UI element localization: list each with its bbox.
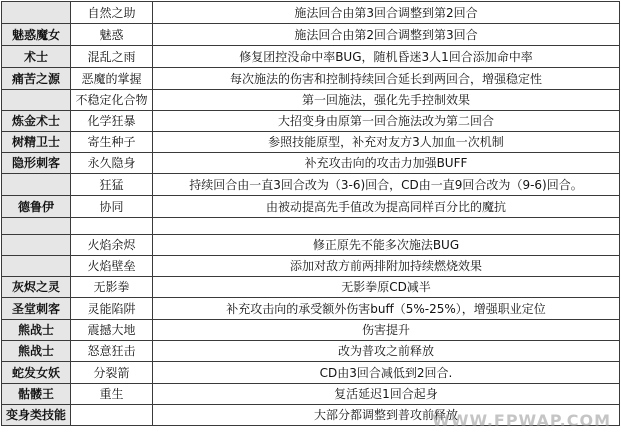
- change-description-cell: 补充攻击向的承受额外伤害buff（5%-25%），增强职业定位: [153, 298, 620, 320]
- change-description-cell: 修复团控没命中率BUG，随机昏迷3人1回合添加命中率: [153, 46, 620, 68]
- change-description-cell: 参照技能原型，补充对友方3人加血一次机制: [153, 132, 620, 153]
- table-row: [2, 196, 620, 218]
- table-row: [2, 132, 620, 153]
- skill-name-cell: 灵能陷阱: [71, 298, 153, 320]
- change-description-cell: 由被动提高先手值改为提高同样百分比的魔抗: [153, 196, 620, 218]
- patch-notes-table: [1, 1, 620, 426]
- change-description-cell: 施法回合由第2回合调整到第3回合: [153, 24, 620, 46]
- table-row: [2, 90, 620, 111]
- hero-name-cell: 变身类技能: [2, 405, 71, 426]
- hero-name-cell: 熊战士: [2, 320, 71, 341]
- hero-name-cell: 灰烬之灵: [2, 277, 71, 298]
- change-description-cell: 伤害提升: [153, 320, 620, 341]
- change-description-cell: 添加对敌方前两排附加持续燃烧效果: [153, 256, 620, 277]
- table-row: [2, 68, 620, 90]
- hero-name-cell: 炼金术士: [2, 111, 71, 132]
- change-description-cell: 大部分都调整到普攻前释放: [153, 405, 620, 426]
- skill-name-cell: 永久隐身: [71, 153, 153, 174]
- hero-name-cell: 蛇发女妖: [2, 362, 71, 384]
- change-description-cell: 改为普攻之前释放: [153, 341, 620, 362]
- table-row: [2, 298, 620, 320]
- hero-name-cell: [2, 174, 71, 196]
- skill-name-cell: 寄生种子: [71, 132, 153, 153]
- skill-name-cell: 震撼大地: [71, 320, 153, 341]
- hero-name-cell: 痛苦之源: [2, 68, 71, 90]
- change-description-cell: 无影拳原CD减半: [153, 277, 620, 298]
- skill-name-cell: 分裂箭: [71, 362, 153, 384]
- hero-name-cell: 魅惑魔女: [2, 24, 71, 46]
- hero-name-cell: 隐形刺客: [2, 153, 71, 174]
- skill-name-cell: 重生: [71, 384, 153, 405]
- change-description-cell: [153, 218, 620, 235]
- hero-name-cell: [2, 218, 71, 235]
- table-row: [2, 384, 620, 405]
- skill-name-cell: 恶魔的掌握: [71, 68, 153, 90]
- skill-name-cell: 混乱之雨: [71, 46, 153, 68]
- skill-name-cell: 不稳定化合物: [71, 90, 153, 111]
- change-description-cell: 复活延迟1回合起身: [153, 384, 620, 405]
- hero-name-cell: 树精卫士: [2, 132, 71, 153]
- hero-name-cell: 熊战士: [2, 341, 71, 362]
- table-row: [2, 235, 620, 256]
- change-description-cell: 第一回施法，强化先手控制效果: [153, 90, 620, 111]
- skill-name-cell: 火焰余烬: [71, 235, 153, 256]
- table-row: [2, 111, 620, 132]
- table-row: [2, 153, 620, 174]
- change-description-cell: CD由3回合减低到2回合.: [153, 362, 620, 384]
- table-row: [2, 256, 620, 277]
- table-row: [2, 277, 620, 298]
- table-row: [2, 362, 620, 384]
- table-row: [2, 24, 620, 46]
- skill-name-cell: 化学狂暴: [71, 111, 153, 132]
- change-description-cell: 修正原先不能多次施法BUG: [153, 235, 620, 256]
- table-row: [2, 46, 620, 68]
- hero-name-cell: [2, 256, 71, 277]
- hero-name-cell: 骷髅王: [2, 384, 71, 405]
- skill-name-cell: 怒意狂击: [71, 341, 153, 362]
- change-description-cell: 施法回合由第3回合调整到第2回合: [153, 2, 620, 24]
- patch-notes-body: [2, 2, 620, 426]
- skill-name-cell: [71, 218, 153, 235]
- table-row: [2, 218, 620, 235]
- change-description-cell: 持续回合由一直3回合改为（3-6)回合，CD由一直9回合改为（9-6)回合。: [153, 174, 620, 196]
- skill-name-cell: [71, 405, 153, 426]
- hero-name-cell: 术士: [2, 46, 71, 68]
- skill-name-cell: 无影拳: [71, 277, 153, 298]
- table-row: [2, 2, 620, 24]
- table-row: [2, 174, 620, 196]
- skill-name-cell: 自然之助: [71, 2, 153, 24]
- table-row: [2, 320, 620, 341]
- change-description-cell: 大招变身由原第一回合施法改为第二回合: [153, 111, 620, 132]
- hero-name-cell: 德鲁伊: [2, 196, 71, 218]
- hero-name-cell: 圣堂刺客: [2, 298, 71, 320]
- skill-name-cell: 魅惑: [71, 24, 153, 46]
- hero-name-cell: [2, 2, 71, 24]
- change-description-cell: 每次施法的伤害和控制持续回合延长到两回合，增强稳定性: [153, 68, 620, 90]
- table-row: [2, 341, 620, 362]
- skill-name-cell: 协同: [71, 196, 153, 218]
- site-watermark: WWW.FPWAP.COM: [432, 411, 611, 430]
- hero-name-cell: [2, 90, 71, 111]
- skill-name-cell: 狂猛: [71, 174, 153, 196]
- skill-name-cell: 火焰壁垒: [71, 256, 153, 277]
- hero-name-cell: [2, 235, 71, 256]
- change-description-cell: 补充攻击向的攻击力加强BUFF: [153, 153, 620, 174]
